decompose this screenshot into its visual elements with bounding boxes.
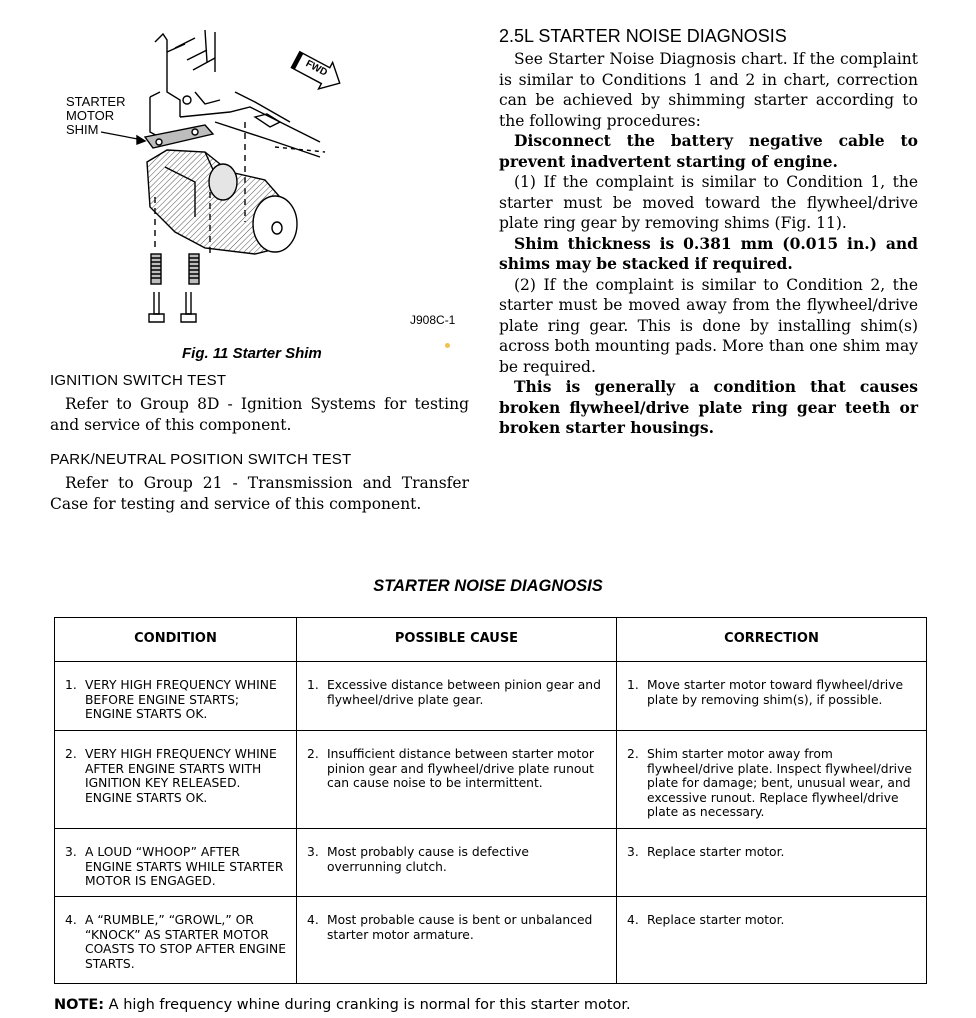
header-possible-cause: POSSIBLE CAUSE bbox=[297, 618, 617, 662]
table-row bbox=[55, 829, 927, 897]
correction-text: Replace starter motor. bbox=[647, 913, 785, 927]
starter-noise-diagnosis-table bbox=[54, 617, 927, 984]
park-neutral-heading: PARK/NEUTRAL POSITION SWITCH TEST bbox=[50, 451, 352, 468]
warning-shim-thickness: Shim thickness is 0.381 mm (0.015 in.) and shims may be stacked if required. bbox=[499, 233, 918, 273]
ignition-switch-heading: IGNITION SWITCH TEST bbox=[50, 372, 227, 389]
correction-text: Shim starter motor away from flywheel/drive plate. Inspect flywheel/drive plate for damage; bent, unusual wear, and excessive runout. Replace flywheel/drive plate as necessary. bbox=[647, 747, 912, 819]
correction-cell bbox=[617, 662, 927, 731]
row-number: 1. bbox=[65, 678, 77, 692]
cause-cell bbox=[297, 662, 617, 731]
step-2-paragraph: (2) If the complaint is similar to Condition 2, the starter must be moved away from the flywheel/drive plate ring gear. This is done by installing shim(s) across both mounting pads. More than one shim may be required. bbox=[499, 275, 918, 376]
row-number: 1. bbox=[627, 678, 639, 692]
marker-dot bbox=[445, 343, 450, 348]
warning-disconnect-battery: Disconnect the battery negative cable to prevent inadvertent starting of engine. bbox=[499, 131, 918, 171]
cause-text: Most probably cause is defective overrunning clutch. bbox=[327, 845, 529, 874]
footer-note bbox=[54, 997, 631, 1013]
cause-text: Most probable cause is bent or unbalanced starter motor armature. bbox=[327, 913, 593, 942]
ignition-switch-body: Refer to Group 8D - Ignition Systems for testing and service of this component. bbox=[50, 395, 469, 434]
note-text: A high frequency whine during cranking is normal for this starter motor. bbox=[108, 997, 631, 1013]
cause-text: Insufficient distance between starter motor pinion gear and flywheel/drive plate runout can cause noise to be intermittent. bbox=[327, 747, 595, 790]
row-number: 2. bbox=[627, 747, 639, 761]
cause-cell bbox=[297, 897, 617, 984]
cause-text: Excessive distance between pinion gear and flywheel/drive plate gear. bbox=[327, 678, 601, 707]
row-number: 2. bbox=[65, 747, 77, 761]
condition-text: VERY HIGH FREQUENCY WHINE AFTER ENGINE STARTS WITH IGNITION KEY RELEASED. ENGINE STARTS OK. bbox=[85, 747, 277, 805]
header-condition: CONDITION bbox=[55, 618, 297, 662]
row-number: 4. bbox=[307, 913, 319, 927]
condition-text: VERY HIGH FREQUENCY WHINE BEFORE ENGINE STARTS; ENGINE STARTS OK. bbox=[85, 678, 277, 721]
figure-code: J908C-1 bbox=[410, 313, 456, 327]
starter-shim-illustration bbox=[55, 22, 475, 342]
table-title: STARTER NOISE DIAGNOSIS bbox=[373, 577, 603, 595]
fwd-label: FWD bbox=[303, 58, 330, 79]
section-title: 2.5L STARTER NOISE DIAGNOSIS bbox=[499, 26, 787, 46]
row-number: 4. bbox=[627, 913, 639, 927]
row-number: 3. bbox=[627, 845, 639, 859]
park-neutral-body: Refer to Group 21 - Transmission and Transfer Case for testing and service of this component. bbox=[50, 474, 469, 513]
starter-motor-shim-label: STARTER MOTOR SHIM bbox=[66, 94, 126, 137]
right-column bbox=[499, 49, 918, 439]
header-correction: CORRECTION bbox=[617, 618, 927, 662]
row-number: 3. bbox=[307, 845, 319, 859]
condition-cell bbox=[55, 731, 297, 829]
condition-cell bbox=[55, 829, 297, 897]
starter-shim-figure bbox=[55, 22, 475, 342]
row-number: 3. bbox=[65, 845, 77, 859]
table-header-row bbox=[55, 618, 927, 662]
note-label: NOTE: bbox=[54, 997, 105, 1013]
condition-cell bbox=[55, 897, 297, 984]
correction-cell bbox=[617, 897, 927, 984]
table-row bbox=[55, 897, 927, 984]
correction-cell bbox=[617, 829, 927, 897]
table-row bbox=[55, 662, 927, 731]
figure-caption: Fig. 11 Starter Shim bbox=[182, 345, 322, 362]
row-number: 1. bbox=[307, 678, 319, 692]
warning-broken-teeth: This is generally a condition that causes broken flywheel/drive plate ring gear teeth or broken starter housings. bbox=[499, 377, 918, 437]
condition-cell bbox=[55, 662, 297, 731]
row-number: 4. bbox=[65, 913, 77, 927]
intro-paragraph: See Starter Noise Diagnosis chart. If the complaint is similar to Conditions 1 and 2 in chart, correction can be achieved by shimming starter according to the following procedures: bbox=[499, 50, 918, 130]
row-number: 2. bbox=[307, 747, 319, 761]
cause-cell bbox=[297, 829, 617, 897]
correction-cell bbox=[617, 731, 927, 829]
condition-text: A LOUD “WHOOP” AFTER ENGINE STARTS WHILE STARTER MOTOR IS ENGAGED. bbox=[85, 845, 284, 888]
step-1-paragraph: (1) If the complaint is similar to Condition 1, the starter must be moved toward the flywheel/drive plate ring gear by removing shims (Fig. 11). bbox=[499, 173, 918, 232]
correction-text: Move starter motor toward flywheel/drive plate by removing shim(s), if possible. bbox=[647, 678, 904, 707]
cause-cell bbox=[297, 731, 617, 829]
table-row bbox=[55, 731, 927, 829]
correction-text: Replace starter motor. bbox=[647, 845, 785, 859]
condition-text: A “RUMBLE,” “GROWL,” OR “KNOCK” AS STARTER MOTOR COASTS TO STOP AFTER ENGINE STARTS. bbox=[85, 913, 287, 971]
